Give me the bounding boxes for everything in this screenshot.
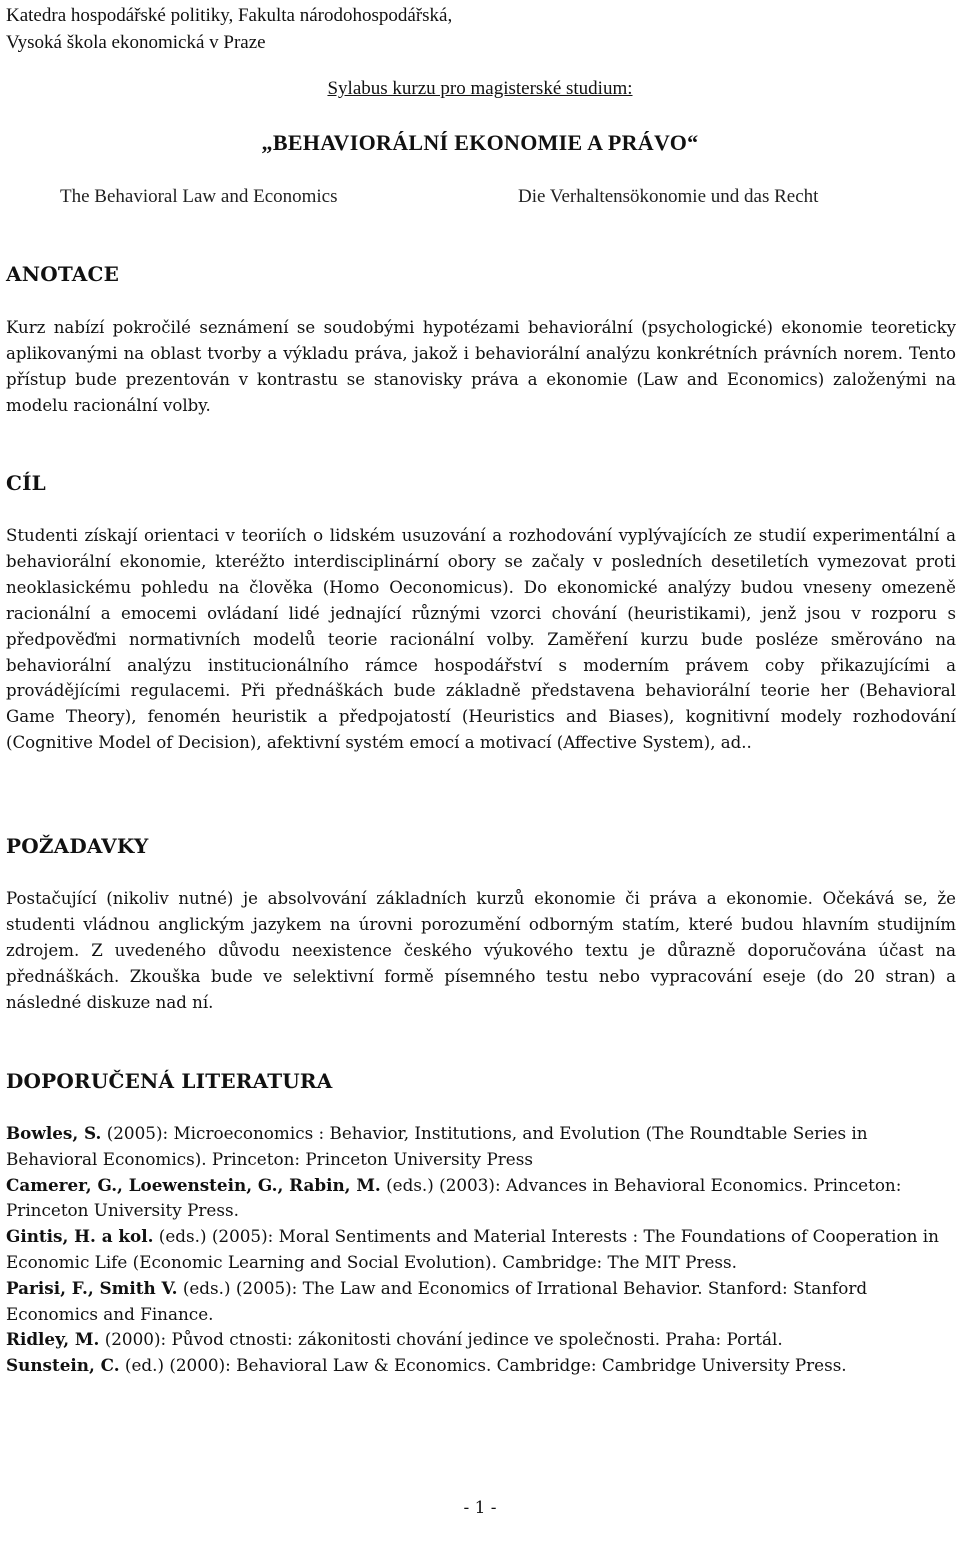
literature-details: (2005): Microeconomics : Behavior, Institutions, and Evolution (The Roundtable Series in Behavioral Economics). Princeton: Princeton University Press	[6, 1123, 868, 1169]
literature-entry	[6, 1327, 956, 1353]
section-text-pozadavky: Postačující (nikoliv nutné) je absolvování základních kurzů ekonomie či práva a ekonomie. Očekává se, že studenti vládnou anglickým jazykem na úrovni porozumění odborným statím, které budou hlavním studijním zdrojem. Z uvedeného důvodu neexistence českého výukového textu je důrazně doporučována účast na přednáškách. Zkouška bude ve selektivní formě písemného testu nebo vypracování eseje (do 20 stran) a následné diskuze nad ní.	[6, 889, 956, 1012]
institution-header	[6, 2, 452, 56]
section-heading-anotace: ANOTACE	[6, 262, 120, 286]
literature-details: (eds.) (2005): The Law and Economics of Irrational Behavior. Stanford: Stanford Economics and Finance.	[6, 1277, 868, 1324]
literature-entry	[6, 1121, 956, 1173]
literature-authors: Camerer, G., Loewenstein, G., Rabin, M.	[6, 1174, 381, 1195]
english-title: The Behavioral Law and Economics	[60, 186, 338, 207]
section-text-anotace: Kurz nabízí pokročilé seznámení se soudobými hypotézami behaviorální (psychologické) ekonomie teoreticky aplikovanými na oblast tvorby a výkladu práva, jakož i behaviorální analýzu konkrétních právních norem. Tento přístup bude prezentován v kontrastu se stanovisky práva a ekonomie (Law and Economics) založenými na modelu racionální volby.	[6, 318, 956, 415]
literature-details: (2000): Původ ctnosti: zákonitosti chování jedince ve společnosti. Praha: Portál.	[99, 1329, 783, 1350]
literature-details: (eds.) (2003): Advances in Behavioral Economics. Princeton: Princeton University Press.	[6, 1174, 902, 1221]
page-number: - 1 -	[463, 1498, 497, 1518]
institution-line-1: Katedra hospodářské politiky, Fakulta národohospodářská,	[6, 5, 453, 26]
literature-list	[6, 1121, 956, 1379]
literature-authors: Bowles, S.	[6, 1123, 102, 1143]
section-heading-pozadavky: POŽADAVKY	[6, 834, 149, 858]
literature-entry	[6, 1224, 956, 1276]
section-text-cil: Studenti získají orientaci v teoriích o lidském usuzování a rozhodování vyplývajících ze studií experimentální a behaviorální ekonomie, kteréžto interdisciplinární obory se začaly v posledních desetiletích vymezovat proti neoklasickému pohledu na člověka (Homo Oeconomicus). Do ekonomické analýzy budou vneseny omezeně racionální a emocemi ovládaní lidé jednající různými vzorci chování (heuristikami), jenž jsou v rozporu s předpověďmi normativních modelů teorie racionální volby. Zaměření kurzu bude posléze směrováno na behaviorální analýzu institucionálního rámce hospodářství s moderním právem coby přikazujícími a provádějícími regulacemi. Při přednáškách bude základně představena behaviorální teorie her (Behavioral Game Theory), fenomén heuristik a předpojatostí (Heuristics and Biases), kognitivní modely rozhodování (Cognitive Model of Decision), afektivní systém emocí a motivací (Affective System), ad..	[6, 526, 956, 753]
literature-authors: Gintis, H. a kol.	[6, 1226, 154, 1247]
literature-authors: Sunstein, C.	[6, 1355, 120, 1376]
syllabus-subtitle	[0, 78, 960, 100]
literature-entry	[6, 1276, 956, 1328]
literature-authors: Parisi, F., Smith V.	[6, 1277, 178, 1298]
literature-entry	[6, 1173, 956, 1225]
section-heading-cil: CÍL	[6, 471, 46, 495]
german-title: Die Verhaltensökonomie und das Recht	[518, 186, 819, 207]
syllabus-subtitle-text: Sylabus kurzu pro magisterské studium:	[327, 78, 633, 99]
literature-entry	[6, 1353, 956, 1379]
course-title: „BEHAVIORÁLNÍ EKONOMIE A PRÁVO“	[261, 130, 699, 155]
section-heading-literatura: DOPORUČENÁ LITERATURA	[6, 1069, 333, 1093]
literature-details: (eds.) (2005): Moral Sentiments and Material Interests : The Foundations of Cooperation in Economic Life (Economic Learning and Social Evolution). Cambridge: The MIT Press.	[6, 1226, 939, 1272]
literature-authors: Ridley, M.	[6, 1329, 100, 1350]
institution-line-2: Vysoká škola ekonomická v Praze	[6, 32, 266, 53]
literature-details: (ed.) (2000): Behavioral Law & Economics. Cambridge: Cambridge University Press.	[119, 1355, 847, 1376]
